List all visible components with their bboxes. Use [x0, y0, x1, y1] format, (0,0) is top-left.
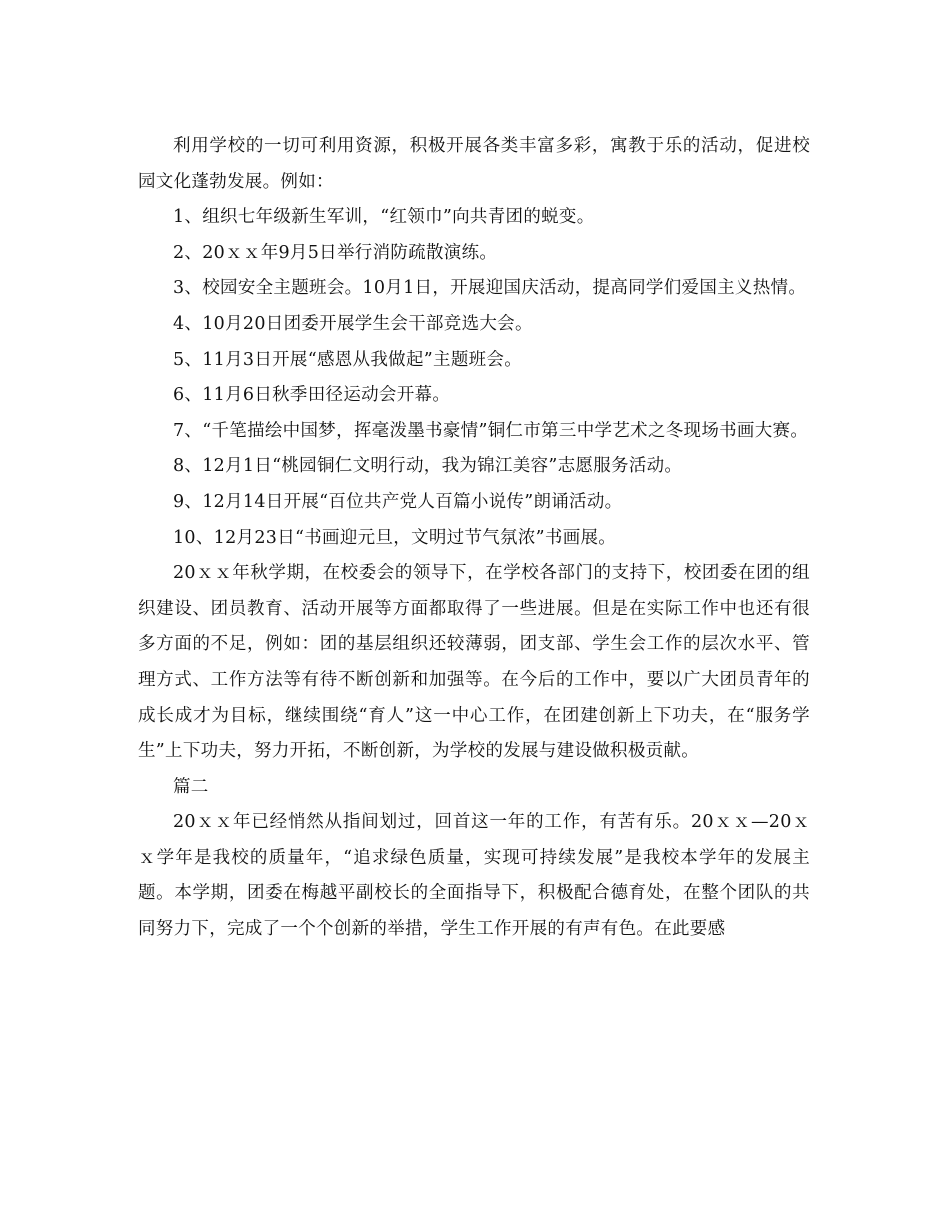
section-heading: 篇二	[173, 776, 209, 797]
list-item-7: 7、“千笔描绘中国梦，挥毫泼墨书豪情”铜仁市第三中学艺术之冬现场书画大赛。	[173, 420, 809, 441]
list-item-8: 8、12月1日“桃园铜仁文明行动，我为锦江美容”志愿服务活动。	[173, 456, 683, 477]
paragraph-intro: 利用学校的一切可利用资源，积极开展各类丰富多彩，寓教于乐的活动，促进校园文化蓬勃发展。例如：	[138, 136, 810, 192]
list-item-9: 9、12月14日开展“百位共产党人百篇小说传”朗诵活动。	[173, 491, 623, 512]
list-item-4: 4、10月20日团委开展学生会干部竞选大会。	[173, 313, 533, 334]
paragraph-summary: 20ｘｘ年秋学期，在校委会的领导下，在学校各部门的支持下，校团委在团的组织建设、团员教育、活动开展等方面都取得了一些进展。但是在实际工作中也还有很多方面的不足，例如：团的基层组织还较薄弱，团支部、学生会工作的层次水平、管理方式、工作方法等有待不断创新和加强等。在今后的工作中，要以广大团员青年的成长成才为目标，继续围绕“育人”这一中心工作，在团建创新上下功夫，在“服务学生”上下功夫，努力开拓，不断创新，为学校的发展与建设做积极贡献。	[138, 563, 810, 762]
list-item-2: 2、20ｘｘ年9月5日举行消防疏散演练。	[173, 242, 498, 263]
document-body	[138, 129, 810, 948]
list-item-5: 5、11月3日开展“感恩从我做起”主题班会。	[173, 349, 523, 370]
list-item-1: 1、组织七年级新生军训，“红领巾”向共青团的蜕变。	[173, 207, 595, 228]
paragraph-section-two: 20ｘｘ年已经悄然从指间划过，回首这一年的工作，有苦有乐。20ｘｘ—20ｘｘ学年是我校的质量年，“追求绿色质量，实现可持续发展”是我校本学年的发展主题。本学期，团委在梅越平副校长的全面指导下，积极配合德育处，在整个团队的共同努力下，完成了一个个创新的举措，学生工作开展的有声有色。在此要感	[138, 812, 810, 940]
list-item-10: 10、12月23日“书画迎元旦，文明过节气氛浓”书画展。	[173, 527, 617, 548]
list-item-6: 6、11月6日秋季田径运动会开幕。	[173, 385, 451, 406]
list-item-3: 3、校园安全主题班会。10月1日，开展迎国庆活动，提高同学们爱国主义热情。	[173, 278, 807, 299]
